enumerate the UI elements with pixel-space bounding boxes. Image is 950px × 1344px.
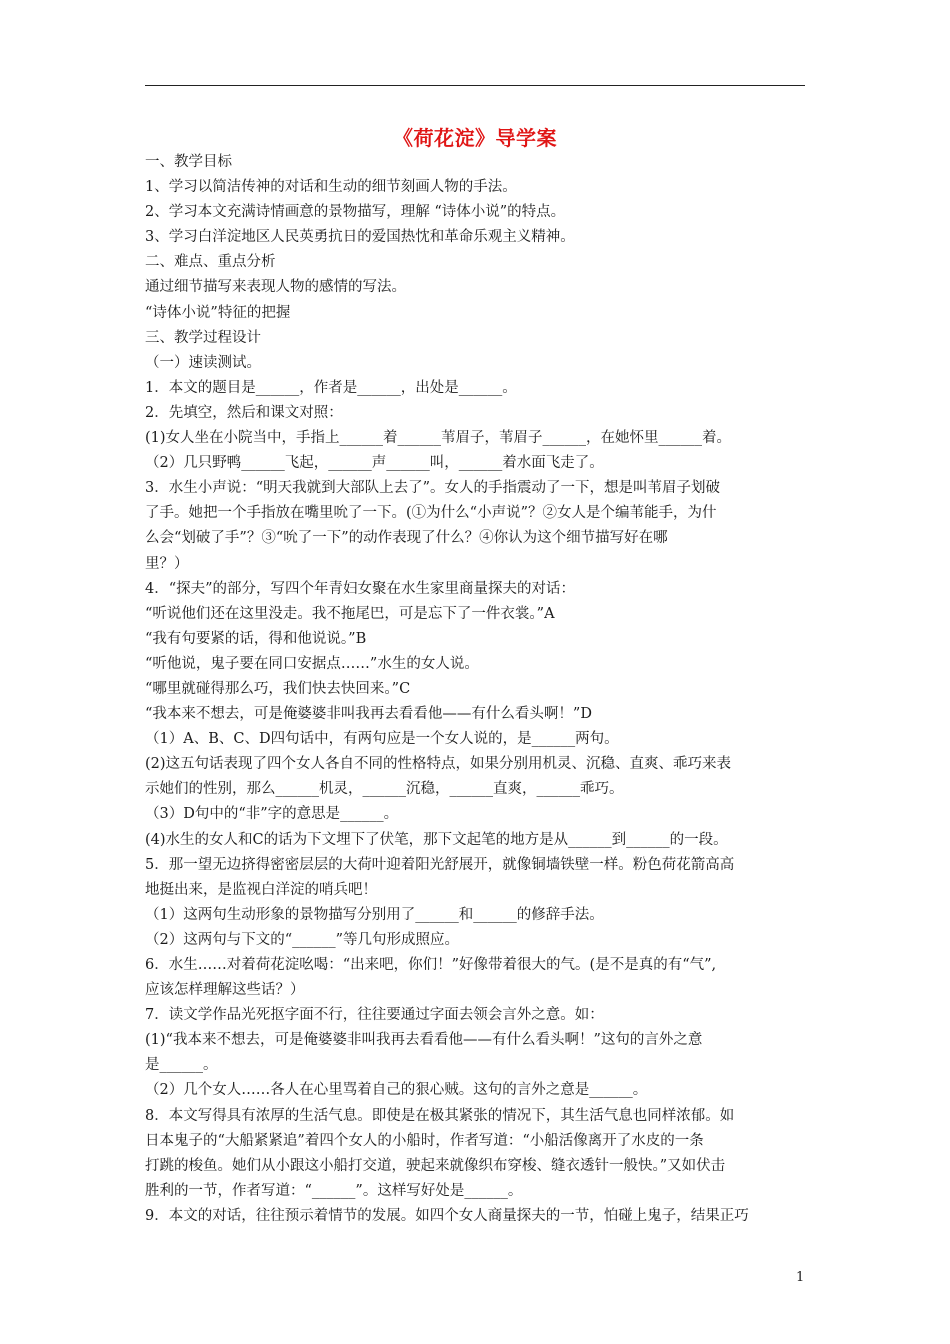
text-line: “听他说，鬼子要在同口安据点……”水生的女人说。 bbox=[145, 655, 479, 672]
text-line: “听说他们还在这里没走。我不拖尾巴，可是忘下了一件衣裳。”A bbox=[145, 605, 555, 622]
text-line: “我本来不想去，可是俺婆婆非叫我再去看看他——有什么看头啊！”D bbox=[145, 706, 592, 723]
text-line: （1）A、B、C、D四句话中，有两句应是一个女人说的，是______两句。 bbox=[145, 731, 619, 748]
text-line: (2)这五句话表现了四个女人各自不同的性格特点，如果分别用机灵、沉稳、直爽、乖巧来表 bbox=[145, 756, 732, 773]
text-line: 9．本文的对话，往往预示着情节的发展。如四个女人商量探夫的一节，怕碰上鬼子，结果正巧 bbox=[145, 1207, 749, 1224]
text-line: 里？） bbox=[145, 555, 189, 572]
text-line: （2）这两句与下文的“______”等几句形成照应。 bbox=[145, 931, 460, 948]
text-line: 6．水生……对着荷花淀吆喝：“出来吧，你们！”好像带着很大的气。(是不是真的有“气”, bbox=[145, 957, 717, 973]
text-line: 示她们的性别，那么______机灵，______沉稳，______直爽，______乖巧。 bbox=[145, 781, 624, 798]
page-number: 1 bbox=[796, 1270, 805, 1285]
text-line: 胜利的一节，作者写道：“______”。这样写好处是______。 bbox=[145, 1182, 523, 1199]
text-line: 8．本文写得具有浓厚的生活气息。即使是在极其紧张的情况下，其生活气息也同样浓郁。如 bbox=[145, 1107, 735, 1124]
text-line: 二、难点、重点分析 bbox=[145, 254, 276, 271]
text-line: 3、学习白洋淀地区人民英勇抗日的爱国热忱和革命乐观主义精神。 bbox=[145, 229, 575, 246]
text-line: （3）D句中的“非”字的意思是______。 bbox=[145, 806, 399, 823]
text-line: “哪里就碰得那么巧，我们快去快回来。”C bbox=[145, 680, 411, 697]
text-line: “诗体小说”特征的把握 bbox=[145, 304, 291, 321]
text-line: “我有句要紧的话，得和他说说。”B bbox=[145, 630, 367, 647]
text-line: （2）几个女人……各人在心里骂着自己的狠心贼。这句的言外之意是______。 bbox=[145, 1082, 648, 1099]
text-line: (4)水生的女人和C的话为下文埋下了伏笔，那下文起笔的地方是从______到______的一段。 bbox=[145, 831, 728, 848]
text-line: 2、学习本文充满诗情画意的景物描写，理解 “诗体小说”的特点。 bbox=[145, 204, 566, 221]
document-body bbox=[145, 150, 817, 1229]
text-line: 通过细节描写来表现人物的感情的写法。 bbox=[145, 279, 406, 296]
text-line: 日本鬼子的“大船紧紧追”着四个女人的小船时，作者写道：“小船活像离开了水皮的一条 bbox=[145, 1132, 704, 1149]
text-line: 三、教学过程设计 bbox=[145, 329, 261, 346]
text-line: 了手。她把一个手指放在嘴里吮了一下。(①为什么“小声说”？②女人是个编苇能手，为什 bbox=[145, 505, 717, 522]
text-line: 应该怎样理解这些话？） bbox=[145, 982, 305, 999]
text-line: 么会“划破了手”？③“吮了一下”的动作表现了什么？④你认为这个细节描写好在哪 bbox=[145, 530, 668, 547]
text-line: 是______。 bbox=[145, 1057, 218, 1074]
header-rule bbox=[145, 85, 805, 86]
text-line: 地挺出来，是监视白洋淀的哨兵吧！ bbox=[145, 881, 377, 898]
text-line: （2）几只野鸭______飞起，______声______叫，______着水面飞走了。 bbox=[145, 455, 604, 472]
text-line: (1)“我本来不想去，可是俺婆婆非叫我再去看看他——有什么看头啊！”这句的言外之意 bbox=[145, 1032, 703, 1049]
text-line: 一、教学目标 bbox=[145, 154, 232, 170]
text-line: 2．先填空，然后和课文对照： bbox=[145, 404, 343, 421]
text-line: 打跳的梭鱼。她们从小跟这小船打交道，驶起来就像织布穿梭、缝衣透针一般快。”又如伏击 bbox=[145, 1157, 726, 1174]
text-line: 3．水生小声说：“明天我就到大部队上去了”。女人的手指震动了一下，想是叫苇眉子划破 bbox=[145, 480, 721, 497]
text-line: （一）速读测试。 bbox=[145, 354, 261, 371]
text-line: 4．“探夫”的部分，写四个年青妇女聚在水生家里商量探夫的对话： bbox=[145, 580, 576, 597]
text-line: 1、学习以简洁传神的对话和生动的细节刻画人物的手法。 bbox=[145, 179, 517, 196]
text-line: （1）这两句生动形象的景物描写分别用了______和______的修辞手法。 bbox=[145, 906, 604, 923]
text-line: 5．那一望无边挤得密密层层的大荷叶迎着阳光舒展开，就像铜墙铁壁一样。粉色荷花箭高高 bbox=[145, 856, 735, 873]
text-line: 1．本文的题目是______，作者是______，出处是______。 bbox=[145, 379, 517, 396]
text-line: 7．读文学作品光死抠字面不行，往往要通过字面去领会言外之意。如： bbox=[145, 1007, 604, 1024]
document-title: 《荷花淀》导学案 bbox=[393, 126, 557, 150]
text-line: (1)女人坐在小院当中，手指上______着______苇眉子，苇眉子______，在她怀里______着。 bbox=[145, 430, 732, 447]
